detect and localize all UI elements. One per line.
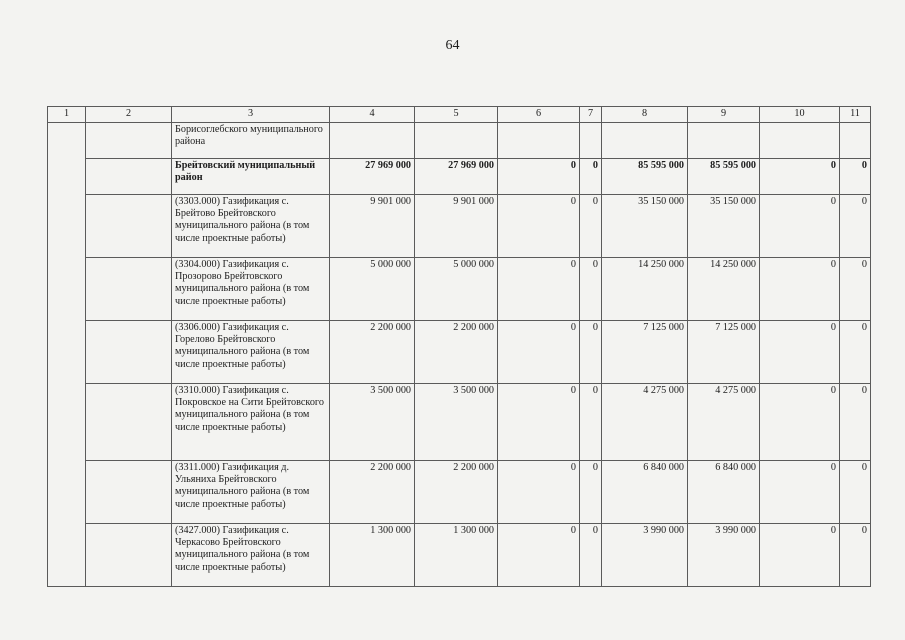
amount-cell: 85 595 000 [688, 159, 760, 195]
amount-cell: 3 500 000 [330, 384, 415, 461]
amount-cell: 14 250 000 [602, 258, 688, 321]
table-row [48, 258, 871, 321]
column-header: 3 [172, 107, 330, 123]
amount-cell: 9 901 000 [415, 195, 498, 258]
amount-cell: 2 200 000 [415, 321, 498, 384]
code-cell [86, 123, 172, 159]
amount-cell [760, 123, 840, 159]
column-header: 8 [602, 107, 688, 123]
budget-table [47, 106, 871, 587]
amount-cell: 9 901 000 [330, 195, 415, 258]
amount-cell: 4 275 000 [688, 384, 760, 461]
table-body [48, 107, 871, 587]
column-header: 4 [330, 107, 415, 123]
row-name-cell: Борисоглебского муниципального района [172, 123, 330, 159]
amount-cell: 0 [498, 384, 580, 461]
amount-cell: 0 [840, 524, 871, 587]
amount-cell [580, 123, 602, 159]
row-name-cell: (3303.000) Газификация с. Брейтово Брейтовского муниципального района (в том числе проектные работы) [172, 195, 330, 258]
code-cell [86, 384, 172, 461]
row-name-cell: (3427.000) Газификация с. Черкасово Брейтовского муниципального района (в том числе проектные работы) [172, 524, 330, 587]
code-cell [86, 321, 172, 384]
amount-cell: 85 595 000 [602, 159, 688, 195]
table-row [48, 524, 871, 587]
code-cell [86, 159, 172, 195]
amount-cell [840, 123, 871, 159]
column-header: 9 [688, 107, 760, 123]
amount-cell: 3 990 000 [688, 524, 760, 587]
amount-cell: 5 000 000 [330, 258, 415, 321]
amount-cell: 0 [498, 321, 580, 384]
column-header: 6 [498, 107, 580, 123]
amount-cell: 2 200 000 [330, 461, 415, 524]
amount-cell [415, 123, 498, 159]
amount-cell: 0 [760, 384, 840, 461]
amount-cell [330, 123, 415, 159]
code-cell [86, 461, 172, 524]
amount-cell: 6 840 000 [688, 461, 760, 524]
amount-cell: 7 125 000 [688, 321, 760, 384]
amount-cell: 2 200 000 [415, 461, 498, 524]
amount-cell [688, 123, 760, 159]
amount-cell: 27 969 000 [330, 159, 415, 195]
amount-cell: 0 [580, 258, 602, 321]
table-row [48, 321, 871, 384]
amount-cell: 0 [760, 159, 840, 195]
amount-cell: 0 [498, 461, 580, 524]
amount-cell: 0 [498, 258, 580, 321]
column-header: 5 [415, 107, 498, 123]
amount-cell: 0 [760, 321, 840, 384]
table-row [48, 159, 871, 195]
table-row [48, 461, 871, 524]
amount-cell: 0 [498, 195, 580, 258]
amount-cell: 0 [840, 461, 871, 524]
code-cell [86, 195, 172, 258]
table-row [48, 384, 871, 461]
table-row [48, 195, 871, 258]
amount-cell: 1 300 000 [415, 524, 498, 587]
row-number-cell [48, 123, 86, 587]
column-header: 7 [580, 107, 602, 123]
amount-cell: 3 990 000 [602, 524, 688, 587]
amount-cell: 0 [840, 384, 871, 461]
row-name-cell: Брейтовский муниципальный район [172, 159, 330, 195]
amount-cell [498, 123, 580, 159]
amount-cell [602, 123, 688, 159]
amount-cell: 2 200 000 [330, 321, 415, 384]
amount-cell: 0 [580, 384, 602, 461]
column-header: 10 [760, 107, 840, 123]
amount-cell: 0 [580, 159, 602, 195]
table-row [48, 123, 871, 159]
code-cell [86, 524, 172, 587]
amount-cell: 3 500 000 [415, 384, 498, 461]
amount-cell: 0 [840, 258, 871, 321]
amount-cell: 0 [580, 461, 602, 524]
row-name-cell: (3306.000) Газификация с. Горелово Брейтовского муниципального района (в том числе проектные работы) [172, 321, 330, 384]
amount-cell: 0 [760, 524, 840, 587]
amount-cell: 5 000 000 [415, 258, 498, 321]
row-name-cell: (3310.000) Газификация с. Покровское на Сити Брейтовского муниципального района (в том числе проектные работы) [172, 384, 330, 461]
amount-cell: 27 969 000 [415, 159, 498, 195]
amount-cell: 0 [498, 159, 580, 195]
amount-cell: 0 [760, 195, 840, 258]
column-header: 11 [840, 107, 871, 123]
column-header-row [48, 107, 871, 123]
row-name-cell: (3311.000) Газификация д. Ульяниха Брейтовского муниципального района (в том числе проектные работы) [172, 461, 330, 524]
amount-cell: 0 [840, 321, 871, 384]
amount-cell: 0 [840, 195, 871, 258]
amount-cell: 7 125 000 [602, 321, 688, 384]
amount-cell: 0 [498, 524, 580, 587]
amount-cell: 1 300 000 [330, 524, 415, 587]
amount-cell: 0 [580, 524, 602, 587]
amount-cell: 14 250 000 [688, 258, 760, 321]
amount-cell: 6 840 000 [602, 461, 688, 524]
column-header: 2 [86, 107, 172, 123]
column-header: 1 [48, 107, 86, 123]
amount-cell: 0 [840, 159, 871, 195]
amount-cell: 0 [760, 258, 840, 321]
amount-cell: 0 [580, 195, 602, 258]
amount-cell: 35 150 000 [688, 195, 760, 258]
amount-cell: 4 275 000 [602, 384, 688, 461]
amount-cell: 0 [580, 321, 602, 384]
row-name-cell: (3304.000) Газификация с. Прозорово Брейтовского муниципального района (в том числе проектные работы) [172, 258, 330, 321]
amount-cell: 35 150 000 [602, 195, 688, 258]
amount-cell: 0 [760, 461, 840, 524]
page-number: 64 [445, 38, 460, 53]
code-cell [86, 258, 172, 321]
